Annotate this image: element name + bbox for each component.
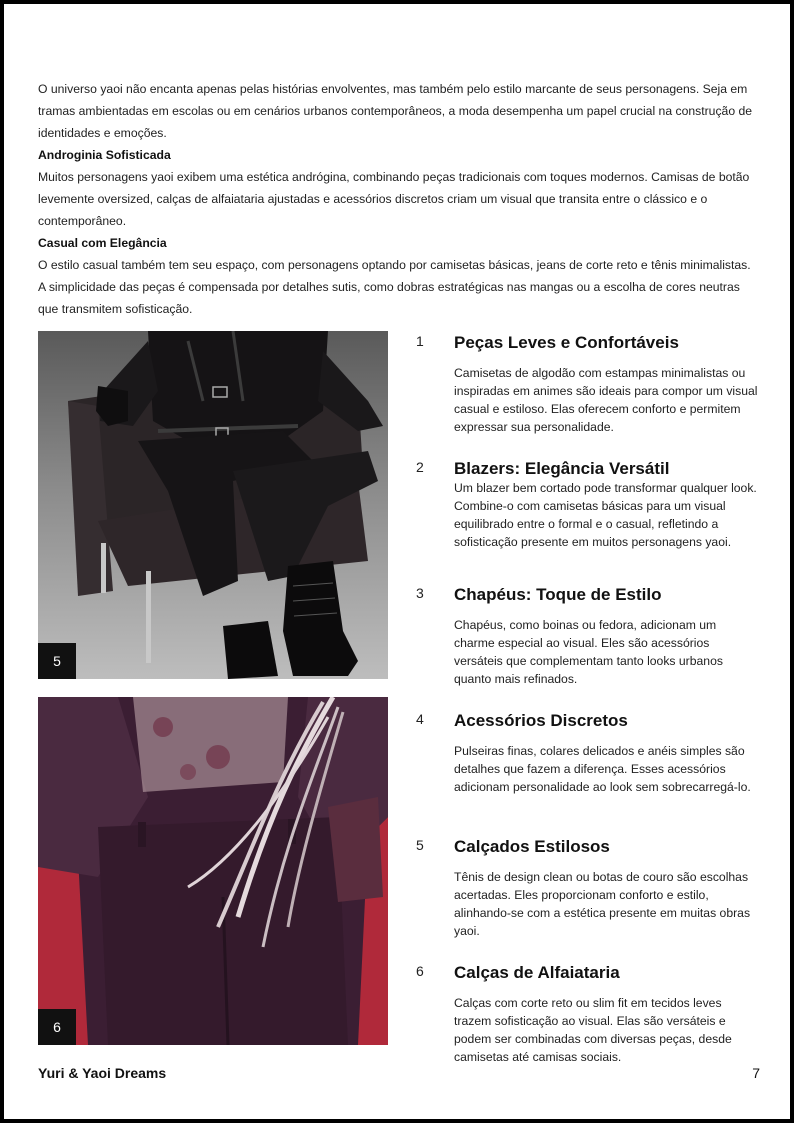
seated-figure-illustration bbox=[38, 331, 388, 679]
tip-title: Calçados Estilosos bbox=[454, 837, 610, 856]
tip-title: Peças Leves e Confortáveis bbox=[454, 333, 679, 352]
section-heading-androginia: Androginia Sofisticada bbox=[38, 148, 171, 162]
tip-title: Chapéus: Toque de Estilo bbox=[454, 585, 662, 604]
tip-number: 2 bbox=[416, 459, 424, 475]
image-badge: 6 bbox=[38, 1009, 76, 1045]
magazine-name: Yuri & Yaoi Dreams bbox=[38, 1065, 167, 1081]
tip-body: Pulseiras finas, colares delicados e anéis simples são detalhes que fazem a diferença. Esses acessórios adicionam personalidade ao look sem sobrecarregá-lo. bbox=[454, 744, 751, 794]
tip-title: Acessórios Discretos bbox=[454, 711, 628, 730]
tip-title: Blazers: Elegância Versátil bbox=[454, 459, 670, 478]
tip-number: 4 bbox=[416, 711, 424, 727]
tip-number: 5 bbox=[416, 837, 424, 853]
tip-number: 6 bbox=[416, 963, 424, 979]
page-number: 7 bbox=[752, 1065, 760, 1081]
androginia-paragraph: Muitos personagens yaoi exibem uma estética andrógina, combinando peças tradicionais com toques modernos. Camisas de botão levemente oversized, calças de alfaiataria ajustadas e acessórios discretos criam um visual que transita entre o clássico e o contemporâneo. bbox=[38, 170, 750, 228]
photo-seated-figure bbox=[38, 331, 388, 679]
tip-body: Tênis de design clean ou botas de couro são escolhas acertadas. Eles proporcionam conforto e estilo, alinhando-se com a estética presente em muitas obras yaoi. bbox=[454, 870, 751, 938]
tip-number: 1 bbox=[416, 333, 424, 349]
tip-title: Calças de Alfaiataria bbox=[454, 963, 620, 982]
tip-body: Chapéus, como boinas ou fedora, adicionam um charme especial ao visual. Eles são acessórios versáteis que complementam tanto looks urbanos quanto mais refinados. bbox=[454, 618, 723, 686]
intro-section bbox=[38, 78, 758, 320]
tip-body: Calças com corte reto ou slim fit em tecidos leves trazem sofisticação ao visual. Elas são versáteis e podem ser combinadas com diversas peças, desde camisetas até camisas sociais. bbox=[454, 996, 732, 1064]
photo-suit-figure bbox=[38, 697, 388, 1045]
image-badge: 5 bbox=[38, 643, 76, 679]
section-heading-casual: Casual com Elegância bbox=[38, 236, 167, 250]
tip-body: Camisetas de algodão com estampas minimalistas ou inspiradas em animes são ideais para compor um visual casual e estiloso. Elas oferecem conforto e permitem expressar sua personalidade. bbox=[454, 366, 758, 434]
casual-paragraph: O estilo casual também tem seu espaço, com personagens optando por camisetas básicas, jeans de corte reto e tênis minimalistas. A simplicidade das peças é compensada por detalhes sutis, como dobras estratégicas nas mangas ou a escolha de cores neutras que transmitem sofisticação. bbox=[38, 258, 751, 316]
suit-figure-illustration bbox=[38, 697, 388, 1045]
intro-paragraph: O universo yaoi não encanta apenas pelas histórias envolventes, mas também pelo estilo marcante de seus personagens. Seja em tramas ambientadas em escolas ou em cenários urbanos contemporâneos, a moda desempenha um papel crucial na construção de identidades e emoções. bbox=[38, 82, 753, 140]
tip-number: 3 bbox=[416, 585, 424, 601]
tip-body: Um blazer bem cortado pode transformar qualquer look. Combine-o com camisetas básicas para um visual equilibrado entre o formal e o casual, refletindo a sofisticação presente em muitos personagens yaoi. bbox=[454, 481, 757, 549]
